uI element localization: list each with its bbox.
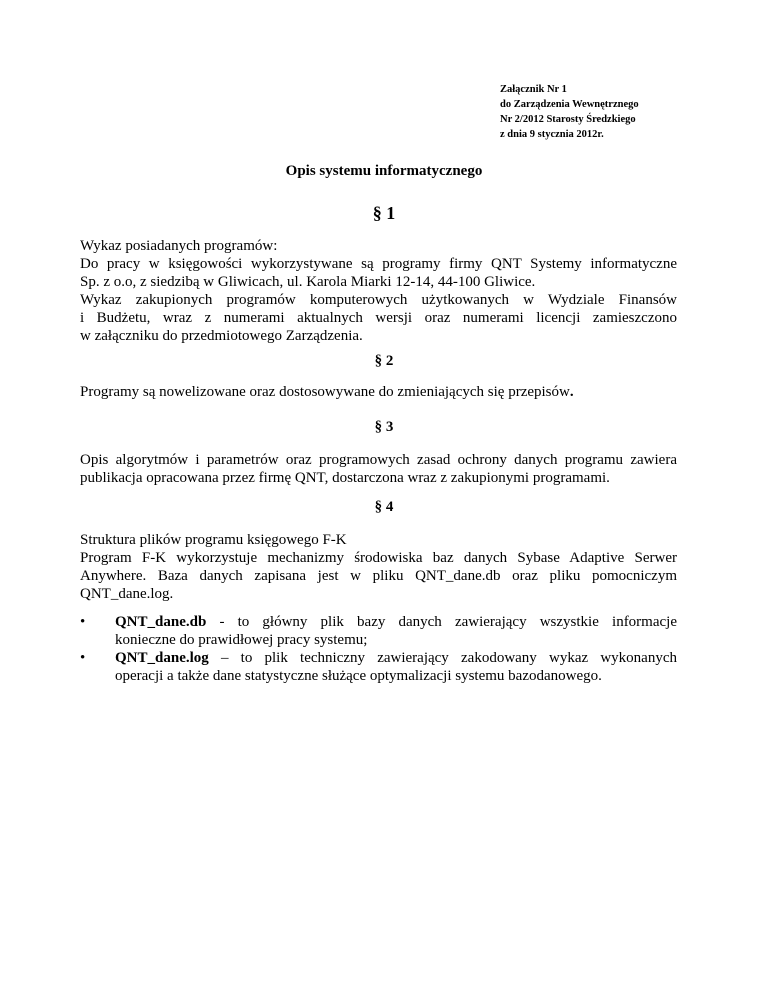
text-span: Programy są nowelizowane oraz dostosowywane do zmieniających się przepisów: [80, 384, 570, 400]
text-line: [115, 613, 677, 631]
section-2-heading: § 2: [374, 353, 394, 369]
section-4-heading: § 4: [374, 499, 394, 515]
text-line: konieczne do prawidłowej pracy systemu;: [115, 632, 368, 648]
annex-line-3: Nr 2/2012 Starosty Średzkiego: [500, 114, 636, 125]
text-line: Program F-K wykorzystuje mechanizmy środowiska baz danych Sybase Adaptive Serwer: [80, 550, 677, 566]
bullet-icon: •: [80, 614, 86, 630]
document-title: Opis systemu informatycznego: [285, 163, 483, 179]
section-3-heading: § 3: [374, 419, 394, 435]
bullet-icon: •: [80, 650, 86, 666]
text-line: Anywhere. Baza danych zapisana jest w pliku QNT_dane.db oraz pliku pomocniczym: [80, 568, 677, 584]
text-line: Do pracy w księgowości wykorzystywane są programy firmy QNT Systemy informatyczne: [80, 256, 677, 272]
text-line: Wykaz zakupionych programów komputerowych użytkowanych w Wydziale Finansów: [80, 292, 677, 308]
text-line: [80, 383, 677, 401]
text-span: – to plik techniczny zawierający zakodowany wykaz wykonanych: [208, 650, 677, 666]
annex-line-2: do Zarządzenia Wewnętrznego: [500, 99, 639, 110]
section-3-text: [80, 451, 677, 487]
text-line: operacji a także dane statystyczne służące optymalizacji systemu bazodanowego.: [115, 668, 602, 684]
file-list: [80, 613, 677, 685]
section-4-text: [80, 531, 677, 603]
annex-line-1: Załącznik Nr 1: [500, 84, 567, 95]
list-item: [80, 613, 677, 649]
text-line: [115, 649, 677, 667]
text-line: Wykaz posiadanych programów:: [80, 238, 278, 254]
text-line: Sp. z o.o, z siedzibą w Gliwicach, ul. Karola Miarki 12-14, 44-100 Gliwice.: [80, 274, 536, 290]
text-line: w załączniku do przedmiotowego Zarządzenia.: [80, 328, 363, 344]
text-line: i Budżetu, wraz z numerami aktualnych wersji oraz numerami licencji zamieszczono: [80, 310, 677, 326]
list-item: [80, 649, 677, 685]
text-period: .: [569, 384, 574, 400]
section-1-text: [80, 237, 677, 345]
text-line: Opis algorytmów i parametrów oraz programowych zasad ochrony danych programu zawiera: [80, 452, 677, 468]
annex-line-4: z dnia 9 stycznia 2012r.: [500, 129, 604, 140]
section-2-text: [80, 383, 677, 401]
section-1-heading: § 1: [372, 203, 396, 223]
file-name: QNT_dane.log: [115, 650, 209, 666]
text-line: QNT_dane.log.: [80, 586, 174, 602]
text-line: publikacja opracowana przez firmę QNT, dostarczona wraz z zakupionymi programami.: [80, 470, 610, 486]
annex-header: [500, 82, 639, 142]
text-line: Struktura plików programu księgowego F-K: [80, 532, 347, 548]
text-span: - to główny plik bazy danych zawierający wszystkie informacje: [206, 614, 677, 630]
file-name: QNT_dane.db: [115, 614, 207, 630]
